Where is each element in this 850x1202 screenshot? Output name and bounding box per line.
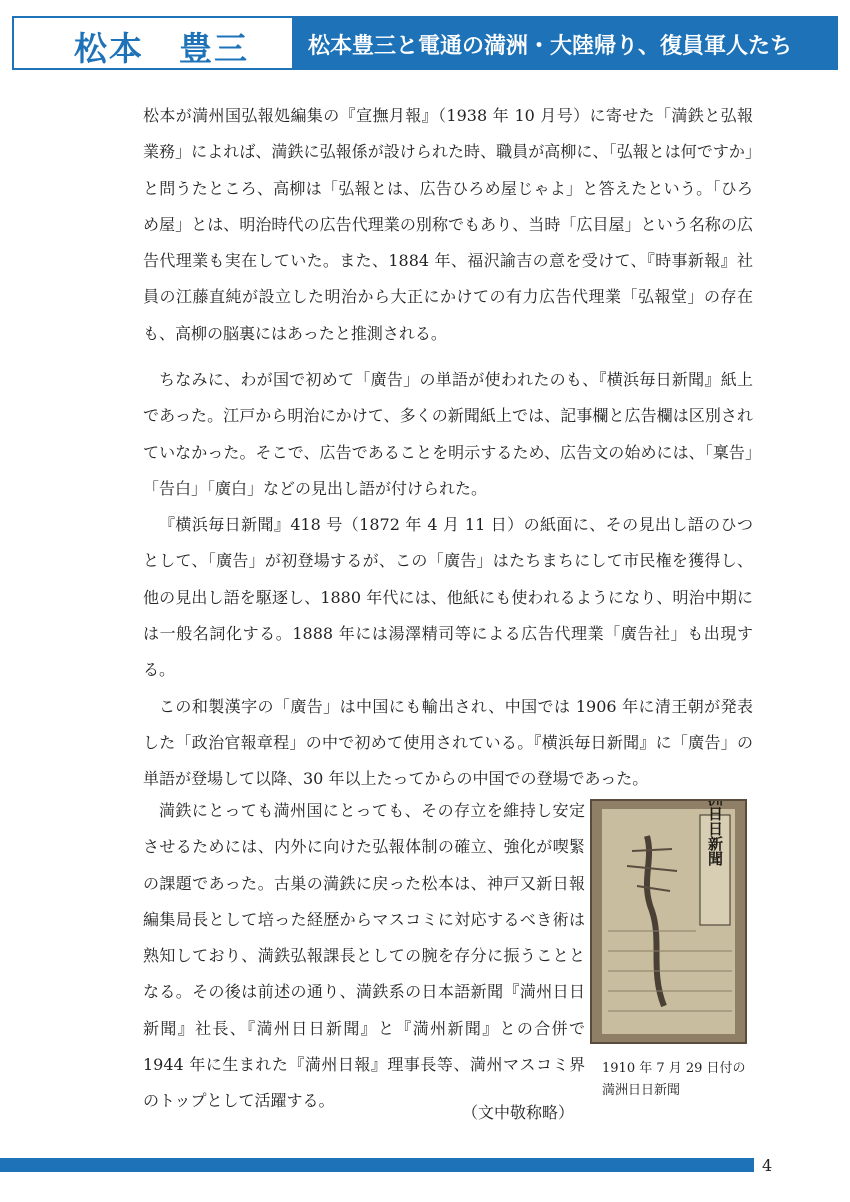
page-header [0, 16, 850, 70]
credit-note: （文中敬称略） [462, 1103, 575, 1122]
caption-line: 満洲日日新聞 [602, 1083, 681, 1098]
section-1 [143, 98, 753, 352]
paragraph: ちなみに、わが国で初めて「廣告」の単語が使われたのも、『横浜毎日新聞』紙上であった。江戸から明治にかけて、多くの新聞紙上では、記事欄と広告欄は区別されていなかった。そこで、広告であることを明示するため、広告文の始めには、「稟告」「告白」「廣白」などの見出し語が付けられた。 [143, 370, 753, 498]
paragraph: 『横浜毎日新聞』418 号（1872 年 4 月 11 日）の紙面に、その見出し語のひつとして、「廣告」が初登場するが、この「廣告」はたちまちにして市民権を獲得し、他の見出し語を駆逐し、1880 年代には、他紙にも使われるようになり、明治中期には一般名詞化する。1888 年には湯澤精司等による広告代理業「廣告社」も出現する。 [143, 515, 753, 680]
footer-bar [0, 1158, 754, 1172]
section-2 [143, 362, 753, 798]
caption-line: 1910 年 7 月 29 日付の [602, 1061, 746, 1076]
newspaper-photo [590, 799, 747, 1044]
section-3 [143, 793, 585, 1120]
paragraph: 松本が満州国弘報処編集の『宣撫月報』（1938 年 10 月号）に寄せた「満鉄と弘報業務」によれば、満鉄に弘報係が設けられた時、職員が高柳に、「弘報とは何ですか」と問うたところ、高柳は「弘報とは、広告ひろめ屋じゃよ」と答えたという。「ひろめ屋」とは、明治時代の広告代理業の別称でもあり、当時「広目屋」という名称の広告代理業も実在していた。また、1884 年、福沢諭吉の意を受けて、『時事新報』社員の江藤直純が設立した明治から大正にかけての有力広告代理業「弘報堂」の存在も、高柳の脳裏にはあったと推測される。 [143, 106, 753, 343]
photo-caption [602, 1058, 762, 1102]
author-name-box [12, 16, 294, 70]
paragraph: この和製漢字の「廣告」は中国にも輸出され、中国では 1906 年に清王朝が発表した「政治官報章程」の中で初めて使用されている。『横浜毎日新聞』に「廣告」の単語が登場して以降、30 年以上たってからの中国での登場であった。 [143, 696, 753, 789]
page-title: 松本豊三と電通の満洲・大陸帰り、復員軍人たち [308, 34, 793, 59]
page-number: 4 [762, 1156, 773, 1175]
title-bar [294, 16, 838, 70]
author-name: 松本 豊三 [74, 29, 249, 68]
masthead-text: 満洲日日新聞 [706, 801, 724, 866]
newspaper-image [592, 801, 745, 1042]
paragraph: 満鉄にとっても満州国にとっても、その存立を維持し安定させるためには、内外に向けた弘報体制の確立、強化が喫緊の課題であった。古巣の満鉄に戻った松本は、神戸又新日報編集局長として培った経歴からマスコミに対応するべき術は熟知しており、満鉄弘報課長としての腕を存分に振うこととなる。その後は前述の通り、満鉄系の日本語新聞『満州日日新聞』社長、『満州日日新聞』と『満州新聞』との合併で 1944 年に生まれた『満州日報』理事長等、満州マスコミ界のトップとして活躍する。 [143, 801, 585, 1111]
